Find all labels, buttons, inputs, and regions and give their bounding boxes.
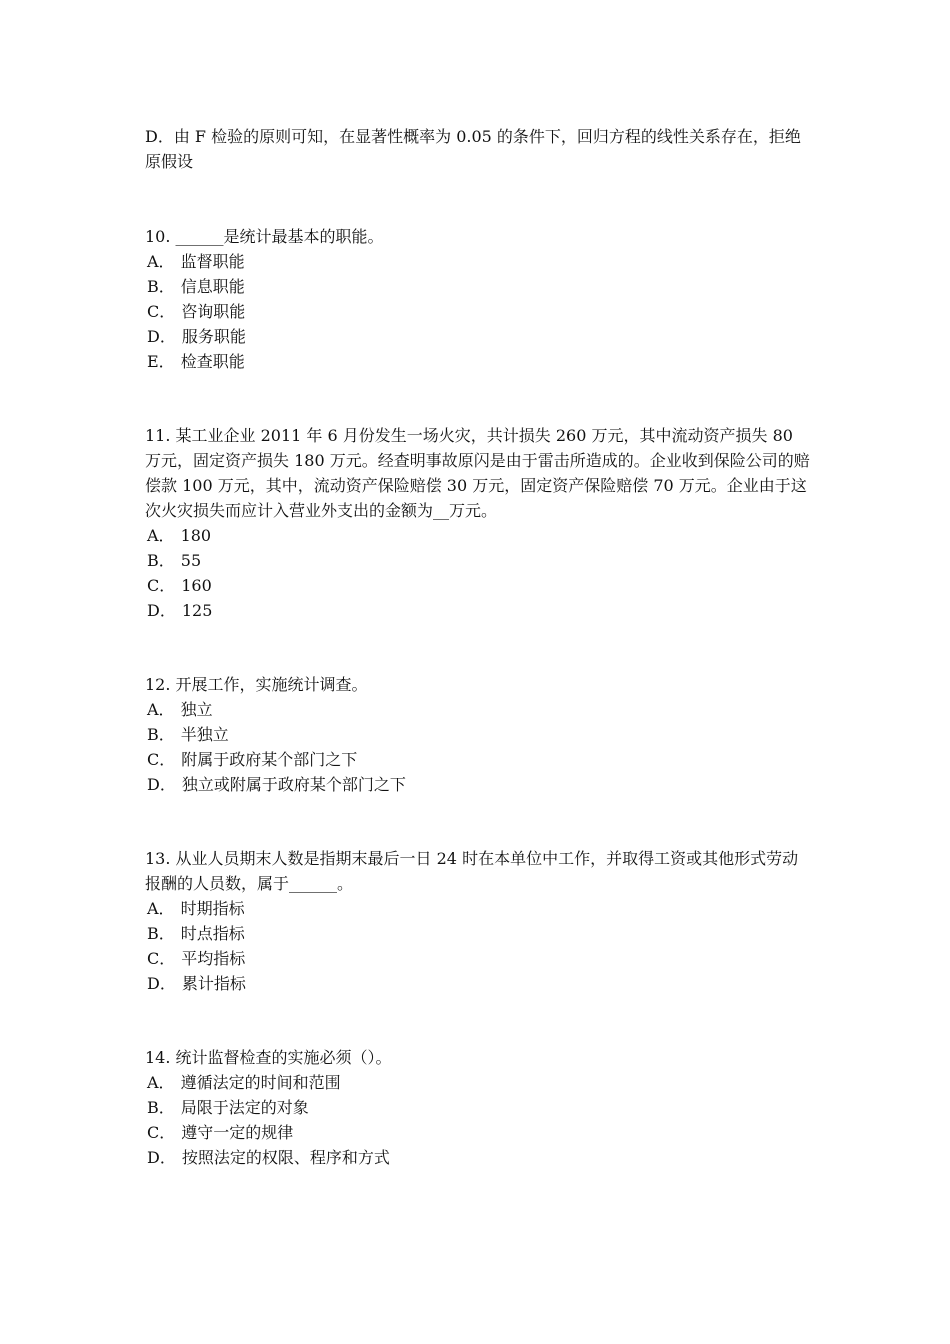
option-c: C． 遵守一定的规律	[147, 1123, 294, 1142]
question-9-option-d	[145, 124, 810, 174]
option-b: B． 局限于法定的对象	[147, 1098, 309, 1117]
option-c: C． 附属于政府某个部门之下	[147, 750, 358, 769]
question-10	[145, 224, 810, 374]
option-b: B． 时点指标	[147, 924, 245, 943]
question-12	[145, 672, 810, 797]
option-a: A． 时期指标	[147, 899, 245, 918]
option-c: C． 平均指标	[147, 949, 246, 968]
option-text: 由 F 检验的原则可知，在显著性概率为 0.05 的条件下，回归方程的线性关系存在，拒绝原假设	[145, 127, 801, 171]
option-a: A． 独立	[147, 700, 213, 719]
option-d: D． 按照法定的权限、程序和方式	[147, 1148, 390, 1167]
question-stem: 12. 开展工作，实施统计调查。	[145, 675, 368, 694]
question-13	[145, 846, 810, 996]
option-d: D． 服务职能	[147, 327, 246, 346]
option-d: D． 独立或附属于政府某个部门之下	[147, 775, 406, 794]
option-d: D． 累计指标	[147, 974, 246, 993]
question-11	[145, 423, 810, 623]
question-14	[145, 1045, 810, 1170]
option-a: A． 遵循法定的时间和范围	[147, 1073, 341, 1092]
option-b: B． 55	[147, 551, 202, 570]
question-stem: 10. ______是统计最基本的职能。	[145, 227, 384, 246]
option-c: C． 160	[147, 576, 212, 595]
option-e: E． 检查职能	[147, 352, 245, 371]
option-a: A． 监督职能	[147, 252, 245, 271]
option-a: A． 180	[147, 526, 212, 545]
option-b: B． 信息职能	[147, 277, 245, 296]
question-stem: 14. 统计监督检查的实施必须（）。	[145, 1048, 392, 1067]
option-b: B． 半独立	[147, 725, 229, 744]
option-c: C． 咨询职能	[147, 302, 246, 321]
question-stem: 11. 某工业企业 2011 年 6 月份发生一场火灾，共计损失 260 万元，其中流动资产损失 80 万元，固定资产损失 180 万元。经查明事故原闪是由于雷击所造成的。企业收到保险公司的赔偿款 100 万元，其中，流动资产保险赔偿 30 万元，固定资产保险赔偿 70 万元。企业由于这次火灾损失而应计入营业外支出的金额为__万元。	[145, 426, 810, 520]
question-stem: 13. 从业人员期末人数是指期末最后一日 24 时在本单位中工作，并取得工资或其他形式劳动报酬的人员数，属于______。	[145, 849, 799, 893]
option-letter: D．	[145, 127, 174, 146]
option-d: D． 125	[147, 601, 213, 620]
